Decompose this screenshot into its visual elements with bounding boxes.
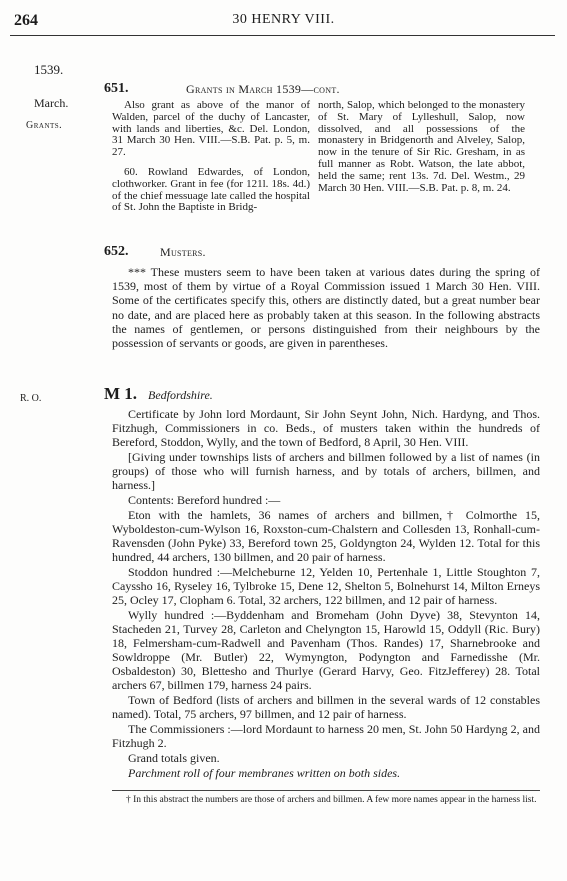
footnote-rule <box>112 790 540 791</box>
page-number: 264 <box>14 12 38 29</box>
contents-heading: Contents: Bereford hundred :— <box>128 493 281 507</box>
musters-intro: *** These musters seem to have been taken at various dates during the spring of 1539, most of them by virtue of a Royal Commission issued 1 March 30 Hen. VIII. Some of the certificates specify this, others are distinctly dated, but a great number bear no date, and are placed here as probably taken at this season. In the following abstracts the names of gentlemen, or persons distinguished from their neighbours by the possession of servants or goods, are given in parentheses. <box>112 265 540 351</box>
bereford-hundred: Eton with the hamlets, 36 names of archers and billmen,† Colmorthe 15, Wyboldeston-cum-Wylson 16, Roxston-cum-Chalstern and Collesden 13, Ronhall-cum-Ravensden (John Pyke) 33, Bereford town 25, Goldyngton 24, Wylden 12. Total for this hundred, 44 archers, 130 billmen, and 20 pair of harness. <box>112 508 540 564</box>
document-description: Parchment roll of four membranes written on both sides. <box>128 766 401 780</box>
footnote: † In this abstract the numbers are those of archers and billmen. A few more names appear in the harness list. <box>126 795 537 805</box>
margin-year: 1539. <box>34 62 64 77</box>
muster-abstract <box>112 407 540 780</box>
entry-651-left-column <box>112 100 310 214</box>
grant-edwardes-continued: north, Salop, which belonged to the monastery of St. Mary of Lylleshull, Salop, now dissolved, and all possessions of the monastery in Bridgenorth and Alveley, Salop, now in the tenure of Sir Ric. Gresham, in as full manner as Robt. Watson, the late abbot, held the same; rent 13s. 7d. Del. Westm., 29 March 30 Hen. VIII.—S.B. Pat. p. 8, m. 24. <box>318 99 525 194</box>
bracket-note: [Giving under townships lists of archers and billmen followed by a list of names (in groups) of those who will furnish harness, and by totals of archers, billmen, and harness.] <box>112 450 540 492</box>
grant-walden-paragraph: Also grant as above of the manor of Walden, parcel of the duchy of Lancaster, with lands and liberties, &c. Del. London, 31 March 30 Hen. VIII.—S.B. Pat. p. 5, m. 27. <box>112 99 310 159</box>
wylly-hundred: Wylly hundred :—Byddenham and Bromeham (John Dyve) 38, Stevynton 14, Stacheden 21, Turvey 28, Carleton and Chelyngton 15, Harowld 15, Oddyll (Ric. Bury) 18, Felmersham-cum-Radwell and Pavenham (Thos. Randes) 17, Sharnebrooke and Sowldroppe (Mr. Butler) 22, Wymyngton, Podyngton and Farnedisshe (Mr. Osbaldeston) 30, Blettesho and Thurlye (Gerard Harvy, Geo. FitzJefferey) 28. Total archers 67, billmen 179, harness 24 pairs. <box>112 608 540 692</box>
grant-edwardes-paragraph: 60. Rowland Edwardes, of London, clothworker. Grant in fee (for 121l. 18s. 4d.) of the chief messuage late called the hospital of St. John the Baptiste in Bridg- <box>112 165 310 214</box>
entry-heading-652: Musters. <box>160 245 206 259</box>
entry-number-651: 651. <box>104 81 129 96</box>
town-of-bedford: Town of Bedford (lists of archers and billmen in the several wards of 12 constables named). Total, 75 archers, 97 billmen, and 12 pair of harness. <box>112 693 540 721</box>
margin-month: March. <box>34 96 69 110</box>
grand-totals: Grand totals given. <box>128 751 220 765</box>
entry-number-652: 652. <box>104 244 129 259</box>
margin-section: Grants. <box>26 120 63 131</box>
margin-record: R. O. <box>20 393 42 404</box>
entry-651-right-column <box>318 100 525 194</box>
commissioners: The Commissioners :—lord Mordaunt to harness 20 men, St. John 50 Hardyng 2, and Fitzhugh 2. <box>112 722 540 750</box>
county-title: Bedfordshire. <box>148 388 213 402</box>
certificate-paragraph: Certificate by John lord Mordaunt, Sir John Seynt John, Nich. Hardyng, and Thos. Fitzhugh, Commissioners in co. Beds., of musters taken within the hundreds of Bereford, Stoddon, Wylly, and the town of Bedford, 8 April, 30 Hen. VIII. <box>112 407 540 449</box>
entry-heading-651: Grants in March 1539—cont. <box>186 82 340 96</box>
running-head: 30 HENRY VIII. <box>232 12 335 27</box>
header-rule <box>10 35 555 36</box>
document-label: M 1. <box>104 384 138 403</box>
stoddon-hundred: Stoddon hundred :—Melcheburne 12, Yelden 10, Pertenhale 1, Little Stoughton 7, Cayssho 16, Ryseley 16, Tylbroke 15, Dene 12, Shelton 5, Bolnehurst 14, Milton Erneys 25, Ocley 17, Clopham 6. Total, 32 archers, 122 billmen, and 12 pair of harness. <box>112 565 540 607</box>
